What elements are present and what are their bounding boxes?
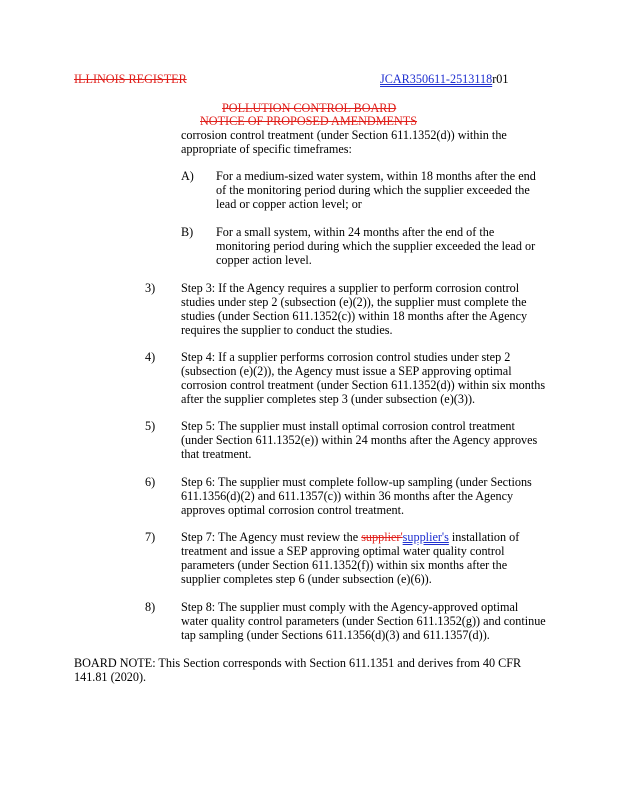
inserted-text: supplier's xyxy=(402,530,449,544)
step-number: 4) xyxy=(145,350,156,364)
step-line: treatment and issue a SEP approving optimal water quality control xyxy=(181,544,505,558)
step7-text-a: Step 7: The Agency must review the xyxy=(181,530,362,544)
step-line: that treatment. xyxy=(181,447,252,461)
subitem-label: A) xyxy=(181,169,194,183)
step-number: 7) xyxy=(145,530,156,544)
subitem-line: copper action level. xyxy=(216,253,312,267)
step-line: studies under step 2 (subsection (e)(2)), the supplier must complete the xyxy=(181,295,527,309)
jcar-code xyxy=(380,72,508,87)
step-line: Step 6: The supplier must complete follow-up sampling (under Sections xyxy=(181,475,532,489)
step-number: 8) xyxy=(145,600,156,614)
subitem-line: monitoring period during which the supplier exceeded the lead or xyxy=(216,239,536,253)
step-line: requires the supplier to conduct the studies. xyxy=(181,323,393,337)
step-line: supplier completes step 6 (under subsection (e)(6)). xyxy=(181,572,432,586)
subitem-line: For a small system, within 24 months after the end of the xyxy=(216,225,495,239)
step-number: 3) xyxy=(145,281,156,295)
step-line: water quality control parameters (under Section 611.1352(g)) and continue xyxy=(181,614,546,628)
step-line: parameters (under Section 611.1352(f)) within six months after the xyxy=(181,558,508,572)
step-line: Step 4: If a supplier performs corrosion control studies under step 2 xyxy=(181,350,511,364)
step-line: 611.1356(d)(2) and 611.1357(c)) within 36 months after the Agency xyxy=(181,489,514,503)
step-number: 5) xyxy=(145,419,156,433)
subitem-line: lead or copper action level; or xyxy=(216,197,362,211)
step-line: (subsection (e)(2)), the Agency must issue a SEP approving optimal xyxy=(181,364,512,378)
step-line: studies (under Section 611.1352(c)) within 18 months after the Agency xyxy=(181,309,528,323)
subitem-line: of the monitoring period during which the supplier exceeded the xyxy=(216,183,530,197)
notice-title: NOTICE OF PROPOSED AMENDMENTS xyxy=(200,114,418,128)
step7-text-b: installation of xyxy=(448,530,520,544)
intro-line: corrosion control treatment (under Section 611.1352(d)) within the xyxy=(181,128,507,142)
step-line: Step 8: The supplier must comply with the Agency-approved optimal xyxy=(181,600,519,614)
step-line xyxy=(181,531,519,544)
subitem-label: B) xyxy=(181,225,194,239)
deleted-text: supplier' xyxy=(361,530,403,544)
step-line: tap sampling (under Sections 611.1356(d)(3) and 611.1357(d)). xyxy=(181,628,490,642)
step-line: Step 5: The supplier must install optimal corrosion control treatment xyxy=(181,419,515,433)
intro-line: appropriate of specific timeframes: xyxy=(181,142,352,156)
jcar-code-suffix: r01 xyxy=(492,72,509,86)
register-title: ILLINOIS REGISTER xyxy=(74,72,187,86)
board-note: 141.81 (2020). xyxy=(74,670,147,684)
subitem-line: For a medium-sized water system, within 18 months after the end xyxy=(216,169,536,183)
step-line: Step 3: If the Agency requires a supplier to perform corrosion control xyxy=(181,281,520,295)
board-note: BOARD NOTE: This Section corresponds with Section 611.1351 and derives from 40 CFR xyxy=(74,656,522,670)
step-number: 6) xyxy=(145,475,156,489)
step-line: corrosion control treatment (under Section 611.1352(d)) within six months xyxy=(181,378,546,392)
step-line: (under Section 611.1352(e)) within 24 months after the Agency approves xyxy=(181,433,538,447)
step-line: approves optimal corrosion control treatment. xyxy=(181,503,405,517)
jcar-code-main: JCAR350611-2513118 xyxy=(380,72,493,86)
step-line: after the supplier completes step 3 (under subsection (e)(3)). xyxy=(181,392,476,406)
board-name: POLLUTION CONTROL BOARD xyxy=(222,101,397,115)
